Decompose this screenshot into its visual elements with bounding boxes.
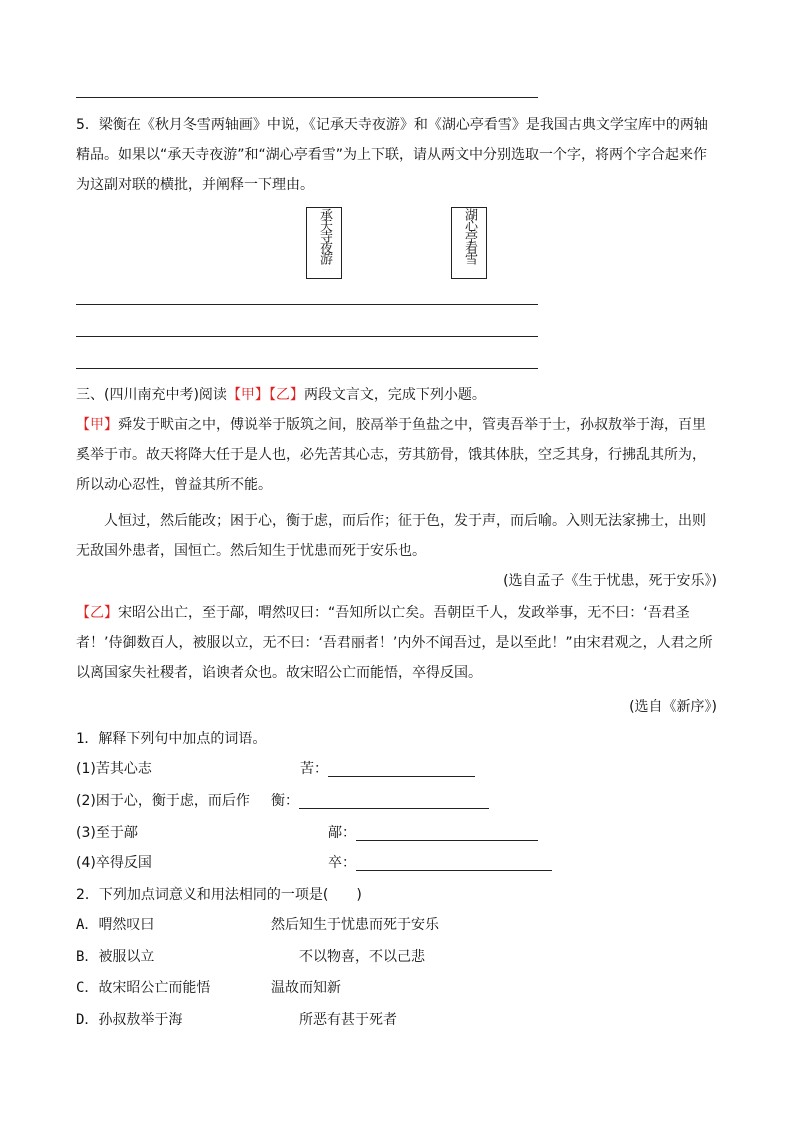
q2-option-a[interactable] — [76, 914, 154, 934]
q1-item-3: (3)至于鄗 — [76, 825, 138, 841]
q1-answer-field-3[interactable] — [356, 824, 538, 841]
q1-answer-field-4[interactable] — [356, 854, 552, 871]
option-c-right: 温故而知新 — [271, 980, 341, 996]
heading-prefix: 三、(四川南充中考)阅读 — [76, 387, 227, 403]
q1-item-1: (1)苦其心志 — [76, 761, 152, 777]
option-c-label: C． — [76, 980, 99, 996]
question-2-prompt: 2．下列加点词意义和用法相同的一项是( ) — [76, 887, 362, 903]
answer-line-2 — [76, 336, 538, 337]
passage-yi — [76, 598, 718, 688]
left-couplet-scroll: 承天寺夜游 — [306, 207, 342, 279]
tag-jia-inline: 【甲】 — [76, 417, 118, 433]
option-d-left: 孙叔敖举于海 — [98, 1012, 183, 1028]
option-d-label: D． — [76, 1012, 99, 1028]
answer-line-1 — [76, 304, 538, 305]
q1-item-2-word: 衡： — [271, 793, 299, 809]
q1-item-4-word: 卒： — [328, 855, 356, 871]
option-b-label: B． — [76, 949, 99, 965]
answer-line-3 — [76, 368, 538, 369]
q2-option-b[interactable] — [76, 946, 154, 966]
q1-item-3-word: 鄗： — [328, 825, 356, 841]
heading-suffix: 两段文言文，完成下列小题。 — [303, 387, 486, 403]
passage-jia-p2: 人恒过，然后能改；困于心，衡于虑，而后作；征于色，发于声，而后喻。入则无法家拂士，出则无敌国外患者，国恒亡。然后知生于忧患而死于安乐也。 — [76, 513, 706, 559]
source-yi: (选自《新序》) — [629, 699, 717, 715]
option-a-left: 喟然叹曰 — [98, 917, 155, 933]
section-3-heading — [76, 382, 486, 408]
q1-answer-field-2[interactable] — [299, 792, 489, 809]
option-c-left: 故宋昭公亡而能悟 — [98, 980, 211, 996]
option-b-right: 不以物喜，不以己悲 — [299, 949, 425, 965]
option-a-right: 然后知生于忧患而死于安乐 — [271, 917, 439, 933]
q2-option-c[interactable] — [76, 977, 210, 997]
source-jia: (选自孟子《生于忧患，死于安乐》) — [503, 573, 717, 589]
answer-line-top — [76, 97, 538, 98]
tag-jia: 【甲】 — [226, 387, 269, 403]
question-1-prompt: 1．解释下列句中加点的词语。 — [76, 731, 267, 747]
passage-yi-text: 宋昭公出亡，至于鄗，喟然叹曰：“吾知所以亡矣。吾朝臣千人，发政举事，无不曰：‘吾君圣者！’侍御数百人，被服以立，无不曰：‘吾君丽者！’内外不闻吾过，是以至此！”由宋君观之，人君之所以离国家失社稷者，谄谀者众也。故宋昭公亡而能悟，卒得反国。 — [76, 605, 713, 681]
tag-yi: 【乙】 — [268, 387, 304, 403]
q1-item-1-word: 苦： — [300, 761, 328, 777]
right-couplet-scroll: 湖心亭看雪 — [451, 207, 487, 279]
q1-item-4: (4)卒得反国 — [76, 855, 152, 871]
q1-item-2: (2)困于心，衡于虑，而后作 — [76, 793, 250, 809]
question-5-text: 5．梁衡在《秋月冬雪两轴画》中说，《记承天寺夜游》和《湖心亭看雪》是我国古典文学宝库中的两轴精品。如果以“承天寺夜游”和“湖心亭看雪”为上下联，请从两文中分别选取一个字，将两个字合起来作为这副对联的横批，并阐释一下理由。 — [76, 117, 708, 193]
option-d-right: 所恶有甚于死者 — [299, 1012, 397, 1028]
q2-option-d[interactable] — [76, 1009, 182, 1029]
passage-jia-p1-text: 舜发于畎亩之中，傅说举于版筑之间，胶鬲举于鱼盐之中，管夷吾举于士，孙叔敖举于海，百里奚举于市。故天将降大任于是人也，必先苦其心志，劳其筋骨，饿其体肤，空乏其身，行拂乱其所为，所以动心忍性，曾益其所不能。 — [76, 417, 706, 493]
tag-yi-inline: 【乙】 — [76, 605, 118, 621]
option-a-label: A． — [76, 917, 99, 933]
q1-answer-field-1[interactable] — [328, 760, 475, 777]
passage-jia-p1 — [76, 410, 718, 500]
option-b-left: 被服以立 — [98, 949, 155, 965]
